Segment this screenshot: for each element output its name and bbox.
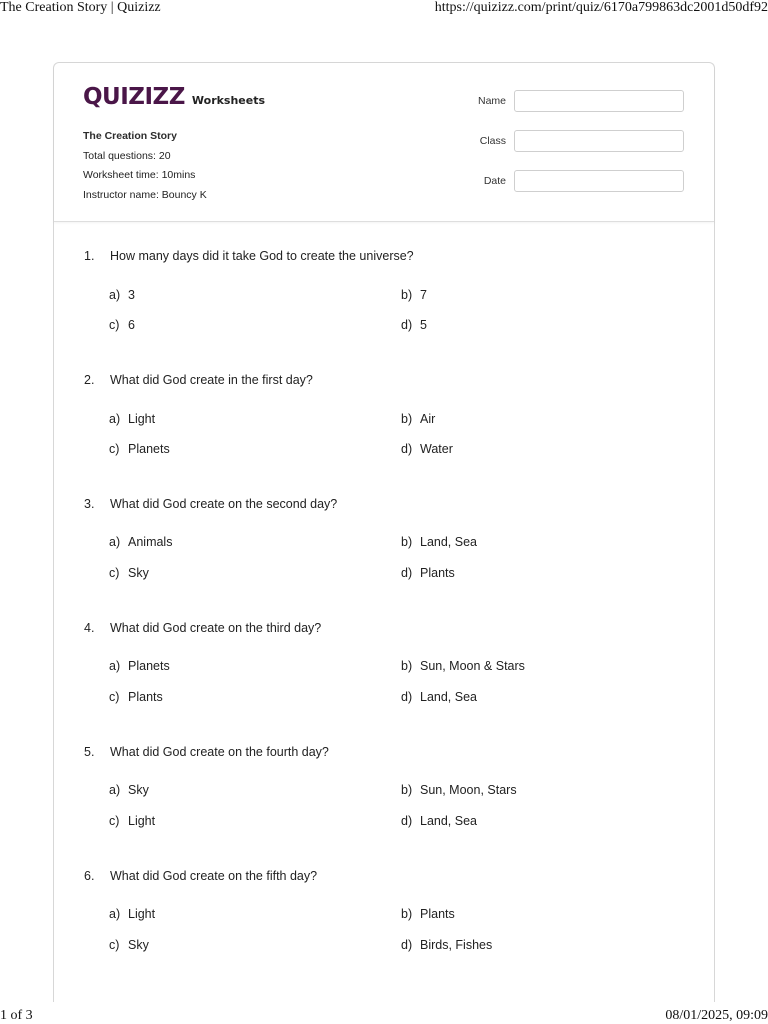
class-field-row (454, 130, 684, 152)
option-d (401, 814, 477, 828)
option-letter: a) (109, 907, 121, 921)
class-label: Class (479, 135, 506, 147)
option-text: 3 (128, 288, 135, 302)
option-text: Animals (128, 535, 173, 549)
print-header-url[interactable]: https://quizizz.com/print/quiz/6170a799863dc2001d50df92 (434, 0, 768, 15)
question-number: 6. (84, 869, 95, 883)
option-letter: b) (401, 412, 413, 426)
logo-subtitle: Worksheets (191, 94, 266, 107)
question-text (84, 621, 321, 635)
option-b (401, 535, 477, 549)
option-text: Planets (128, 659, 170, 673)
option-text: Land, Sea (420, 814, 477, 828)
option-text: Plants (128, 690, 163, 704)
question-text (84, 869, 317, 883)
option-text: Planets (128, 442, 170, 456)
option-letter: a) (109, 288, 121, 302)
worksheet-time: Worksheet time: 10mins (83, 169, 196, 181)
print-timestamp: 08/01/2025, 09:09 (665, 1008, 768, 1023)
option-letter: d) (401, 442, 413, 456)
option-text: Plants (420, 566, 455, 580)
option-text: Birds, Fishes (420, 938, 493, 952)
page-indicator: 1 of 3 (0, 1008, 33, 1023)
option-text: Sky (128, 938, 149, 952)
question-number: 4. (84, 621, 95, 635)
question-prompt: What did God create on the second day? (110, 497, 338, 511)
class-input[interactable] (514, 130, 684, 152)
option-c (109, 442, 170, 456)
option-letter: b) (401, 907, 413, 921)
option-d (401, 938, 492, 952)
question-number: 2. (84, 373, 95, 387)
date-field-row (454, 170, 684, 192)
option-c (109, 814, 155, 828)
worksheet-header (54, 63, 714, 222)
option-text: Light (128, 907, 156, 921)
question-number: 5. (84, 745, 95, 759)
option-a (109, 907, 155, 921)
option-text: Sun, Moon, Stars (420, 783, 517, 797)
option-text: 7 (420, 288, 427, 302)
brand (83, 84, 265, 110)
total-questions: Total questions: 20 (83, 149, 171, 162)
question-number: 1. (84, 249, 95, 263)
option-letter: b) (401, 288, 413, 302)
option-b (401, 907, 455, 921)
option-d (401, 690, 477, 704)
option-letter: a) (109, 783, 121, 797)
question-prompt: What did God create in the first day? (110, 373, 313, 387)
option-a (109, 288, 135, 302)
name-input[interactable] (514, 90, 684, 112)
worksheet-meta (83, 127, 207, 205)
option-letter: d) (401, 938, 413, 952)
option-b (401, 288, 427, 302)
option-letter: c) (109, 814, 120, 828)
print-header-title: The Creation Story | Quizizz (0, 0, 161, 15)
question-prompt: What did God create on the third day? (110, 621, 322, 635)
question-prompt: What did God create on the fifth day? (110, 869, 318, 883)
option-letter: d) (401, 566, 413, 580)
question-text (84, 745, 329, 759)
option-letter: d) (401, 690, 413, 704)
option-d (401, 566, 455, 580)
option-text: 6 (128, 318, 135, 332)
option-text: Land, Sea (420, 690, 477, 704)
option-text: Plants (420, 907, 455, 921)
option-text: Sky (128, 566, 149, 580)
question-prompt: What did God create on the fourth day? (110, 745, 329, 759)
option-letter: b) (401, 535, 413, 549)
option-text: Sun, Moon & Stars (420, 659, 525, 673)
question-prompt: How many days did it take God to create the universe? (110, 249, 414, 263)
question-text (84, 249, 414, 263)
option-a (109, 783, 149, 797)
option-c (109, 938, 149, 952)
option-letter: d) (401, 318, 413, 332)
option-letter: c) (109, 442, 120, 456)
option-letter: b) (401, 659, 413, 673)
question-number: 3. (84, 497, 95, 511)
option-c (109, 318, 135, 332)
quizizz-logo: QUIZIZZ (83, 84, 185, 110)
option-b (401, 783, 517, 797)
instructor-name: Instructor name: Bouncy K (83, 188, 207, 201)
option-a (109, 412, 155, 426)
question-text (84, 497, 337, 511)
name-field-row (454, 90, 684, 112)
option-b (401, 412, 435, 426)
option-letter: c) (109, 690, 120, 704)
option-d (401, 318, 427, 332)
date-input[interactable] (514, 170, 684, 192)
option-letter: c) (109, 938, 120, 952)
option-a (109, 659, 170, 673)
option-d (401, 442, 453, 456)
option-letter: c) (109, 318, 120, 332)
option-a (109, 535, 172, 549)
option-text: Land, Sea (420, 535, 477, 549)
option-text: Light (128, 412, 156, 426)
option-letter: d) (401, 814, 413, 828)
option-b (401, 659, 525, 673)
option-letter: b) (401, 783, 413, 797)
option-text: 5 (420, 318, 427, 332)
option-letter: a) (109, 535, 121, 549)
option-text: Air (420, 412, 436, 426)
option-text: Water (420, 442, 453, 456)
option-text: Sky (128, 783, 149, 797)
option-c (109, 690, 163, 704)
worksheet (53, 62, 715, 1002)
worksheet-title: The Creation Story (83, 130, 177, 142)
name-label: Name (477, 95, 506, 107)
option-letter: c) (109, 566, 120, 580)
question-text (84, 373, 313, 387)
option-letter: a) (109, 659, 121, 673)
option-letter: a) (109, 412, 121, 426)
option-text: Light (128, 814, 156, 828)
option-c (109, 566, 149, 580)
date-label: Date (483, 175, 506, 187)
